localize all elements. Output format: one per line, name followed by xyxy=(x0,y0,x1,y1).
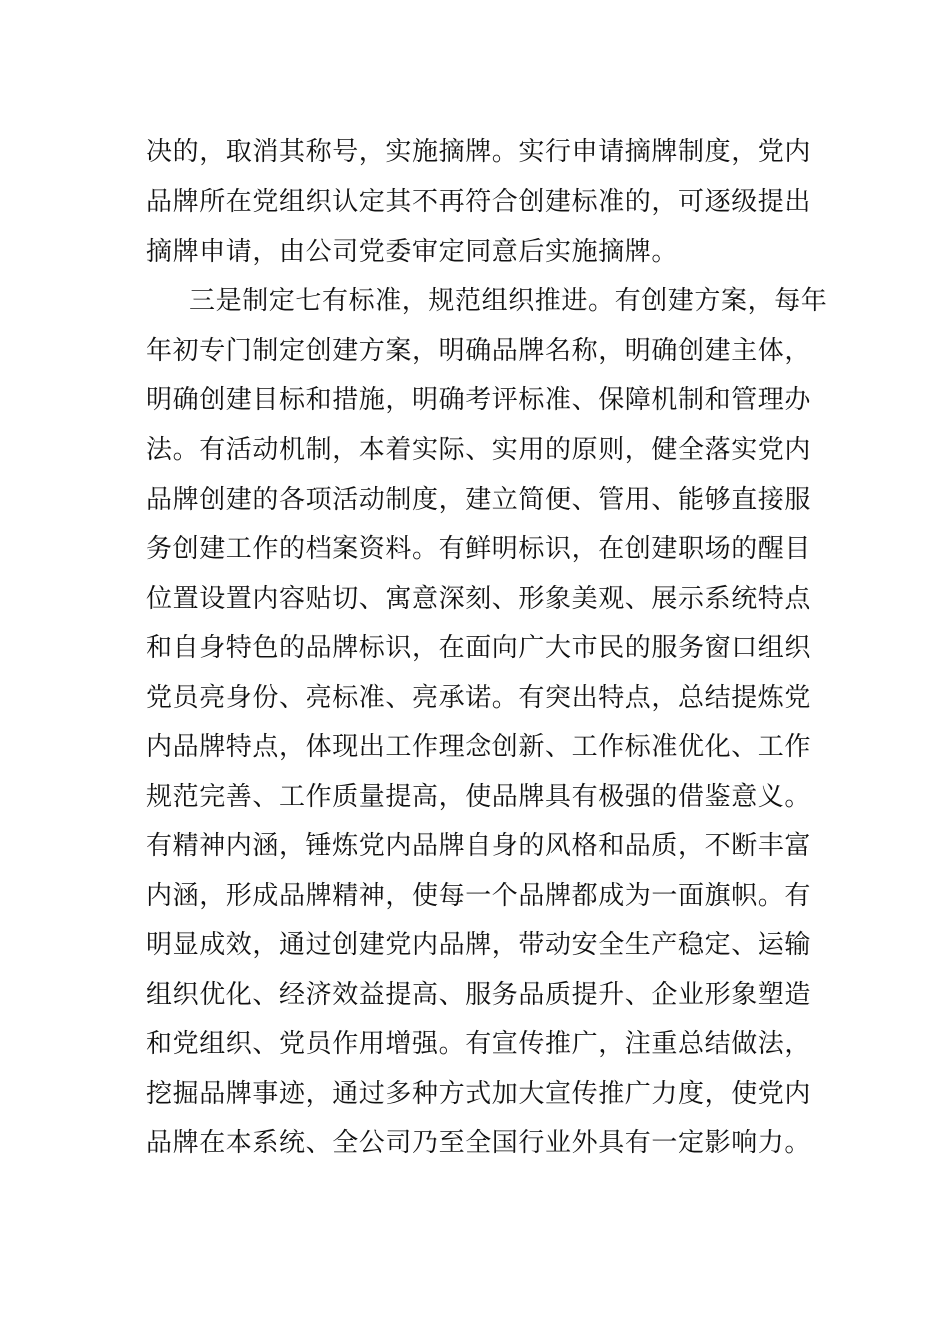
text-line: 品牌在本系统、全公司乃至全国行业外具有一定影响力。 xyxy=(146,1128,812,1158)
text-line: 和党组织、党员作用增强。有宣传推广，注重总结做法， xyxy=(146,1029,812,1059)
paragraph-start-line: 三是制定七有标准，规范组织推进。有创建方案，每年 xyxy=(189,286,828,316)
text-line: 明显成效，通过创建党内品牌，带动安全生产稳定、运输 xyxy=(146,930,812,960)
text-line: 内涵，形成品牌精神，使每一个品牌都成为一面旗帜。有 xyxy=(146,881,812,911)
text-line: 品牌所在党组织认定其不再符合创建标准的，可逐级提出 xyxy=(146,187,812,217)
text-line: 和自身特色的品牌标识，在面向广大市民的服务窗口组织 xyxy=(146,633,812,663)
text-line: 位置设置内容贴切、寓意深刻、形象美观、展示系统特点 xyxy=(146,584,812,614)
text-line: 品牌创建的各项活动制度，建立简便、管用、能够直接服 xyxy=(146,485,812,515)
text-line: 摘牌申请，由公司党委审定同意后实施摘牌。 xyxy=(146,237,679,267)
text-line: 组织优化、经济效益提高、服务品质提升、企业形象塑造 xyxy=(146,980,812,1010)
text-line: 务创建工作的档案资料。有鲜明标识，在创建职场的醒目 xyxy=(146,534,812,564)
text-line: 决的，取消其称号，实施摘牌。实行申请摘牌制度，党内 xyxy=(146,137,812,167)
text-line: 年初专门制定创建方案，明确品牌名称，明确创建主体， xyxy=(146,336,812,366)
text-line: 挖掘品牌事迹，通过多种方式加大宣传推广力度，使党内 xyxy=(146,1079,812,1109)
text-line: 党员亮身份、亮标准、亮承诺。有突出特点，总结提炼党 xyxy=(146,683,812,713)
text-line: 有精神内涵，锤炼党内品牌自身的风格和品质，不断丰富 xyxy=(146,831,812,861)
text-line: 明确创建目标和措施，明确考评标准、保障机制和管理办 xyxy=(146,385,812,415)
text-line: 内品牌特点，体现出工作理念创新、工作标准优化、工作 xyxy=(146,732,812,762)
text-line: 法。有活动机制，本着实际、实用的原则，健全落实党内 xyxy=(146,435,812,465)
text-line: 规范完善、工作质量提高，使品牌具有极强的借鉴意义。 xyxy=(146,782,812,812)
